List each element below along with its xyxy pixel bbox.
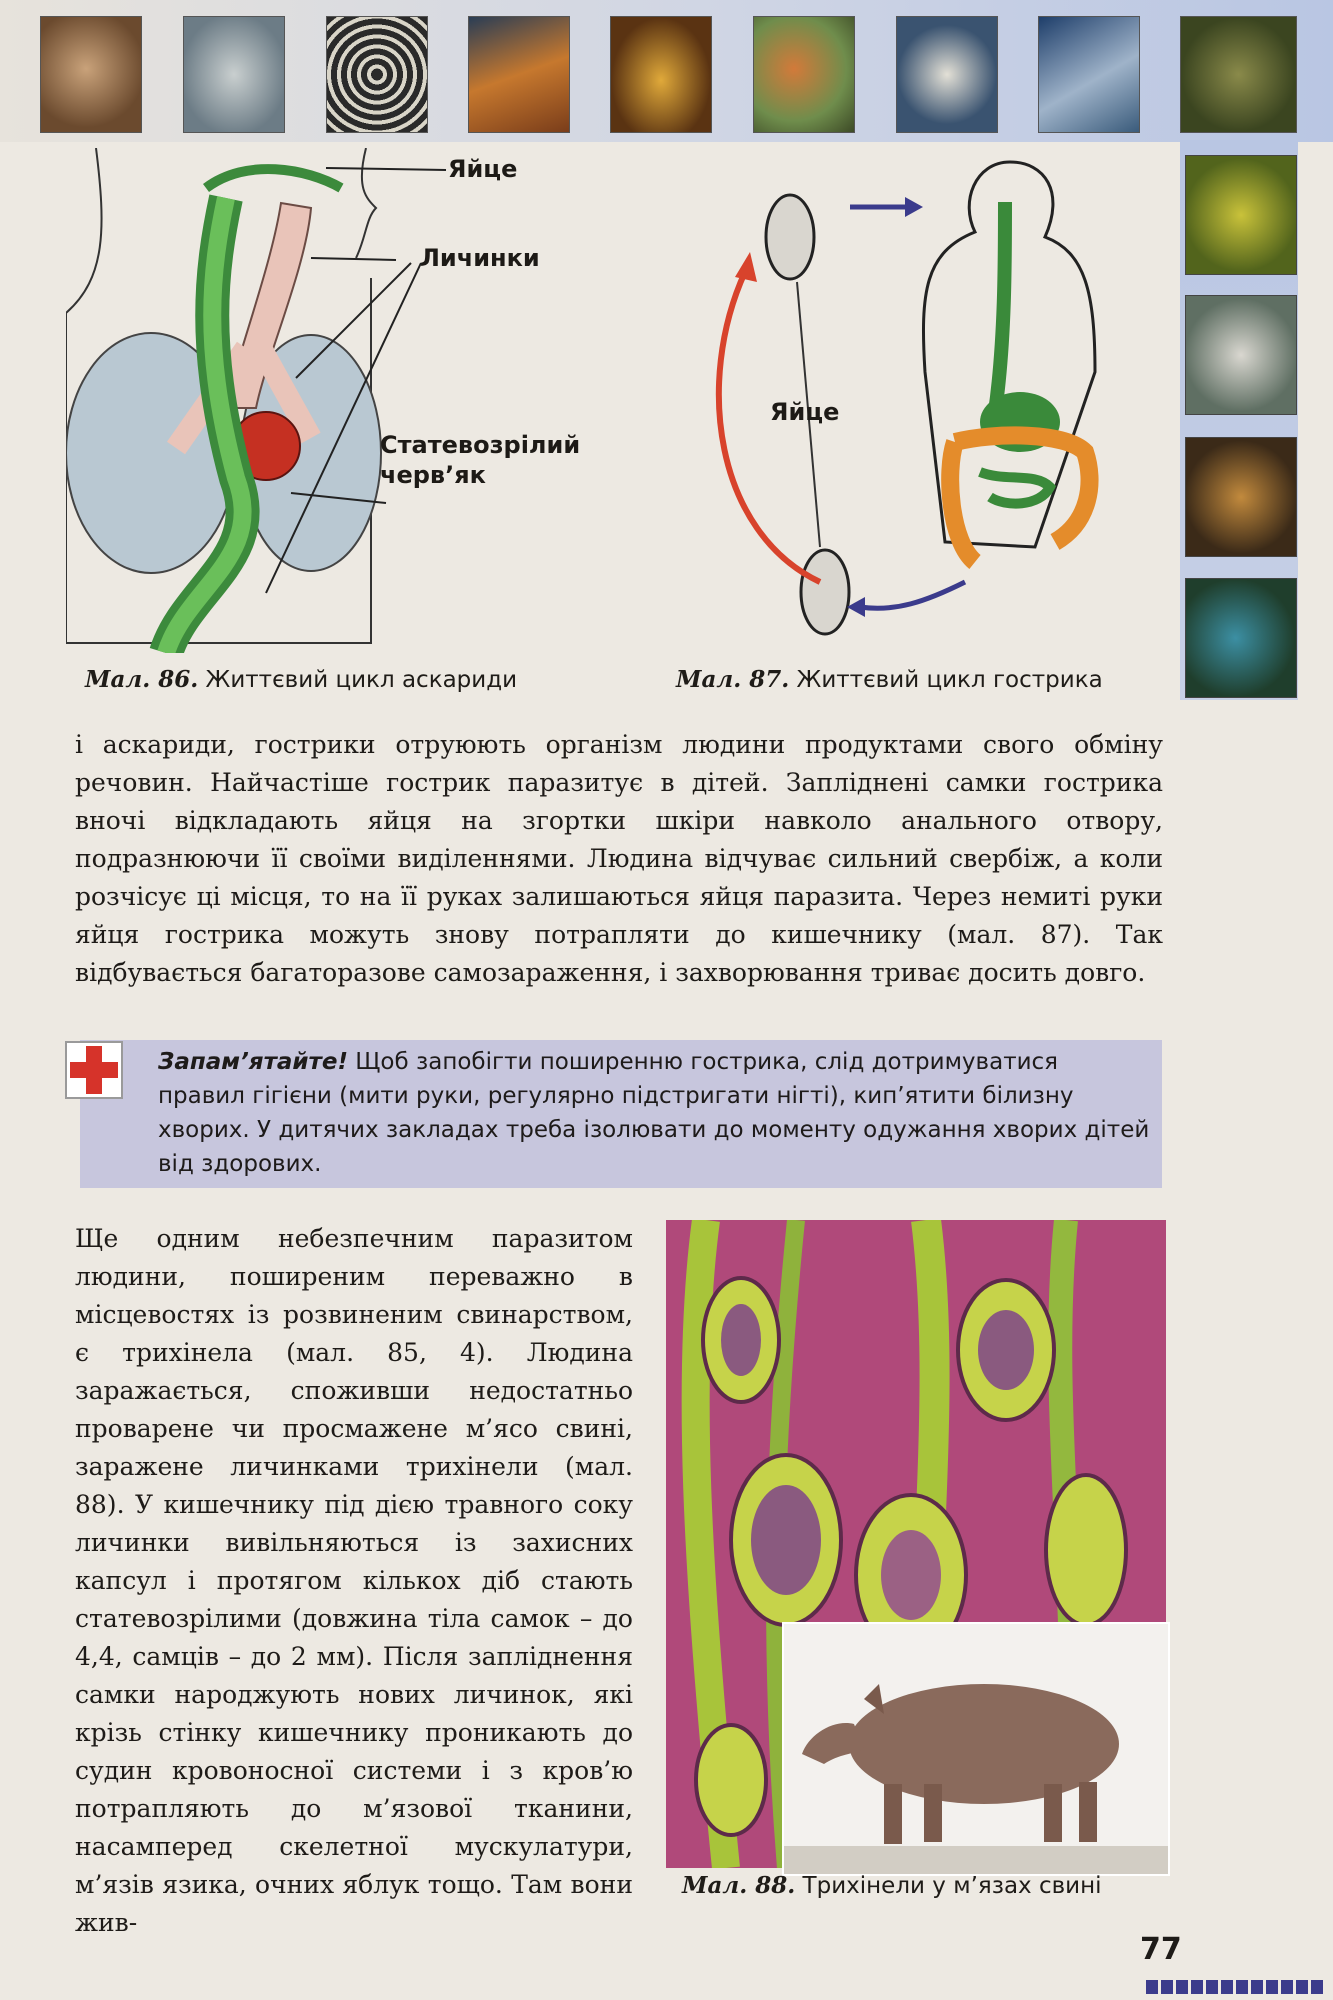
page-decoration-bar <box>1146 1980 1326 1994</box>
sponge-photo <box>468 16 570 133</box>
frog-photo <box>1185 155 1297 275</box>
fig86-caption-number: Мал. 86. <box>85 666 199 693</box>
remember-note-body: Щоб запобігти поширенню гострика, слід дотримуватися правил гігієни (мити руки, регулярно підстригати нігті), кип’ятити білизну хворих. У дитячих закладах треба ізолювати до моменту одужання хворих дітей від здорових. <box>158 1049 1150 1177</box>
toad-photo <box>1180 16 1297 133</box>
fig86-adult-worm-label: Статевозрілий черв’як <box>380 431 581 489</box>
fig87-caption-text: Життєвий цикл гострика <box>789 667 1103 693</box>
fig87-egg-label: Яйце <box>770 398 840 426</box>
butterfly-photo <box>753 16 855 133</box>
remember-note-highlight: Запам’ятайте! <box>158 1049 348 1075</box>
sea-worm-photo <box>610 16 712 133</box>
amoeba-photo <box>183 16 285 133</box>
first-aid-cross-icon <box>64 1040 124 1100</box>
pig-photo <box>782 1622 1170 1876</box>
fig88-caption-text: Трихінели у м’язах свині <box>795 1873 1102 1899</box>
remember-note-text <box>158 1045 1150 1181</box>
radiolarian-photo <box>326 16 428 133</box>
page-number: 77 <box>1140 1932 1182 1967</box>
tiger-photo <box>1185 437 1297 557</box>
fig86-caption <box>85 666 517 693</box>
seagull-photo <box>1185 295 1297 415</box>
fig87-caption <box>676 666 1103 693</box>
chipmunk-photo <box>40 16 142 133</box>
pig-illustration <box>784 1624 1168 1874</box>
ascaris-lifecycle-diagram <box>66 148 586 653</box>
paragraph-trichinella: Ще одним небезпечним паразитом людини, поширеним переважно в місцевостях із розвиненим свинарством, є трихінела (мал. 85, 4). Людина заражається, споживши недостатньо проварене чи просмажене м’ясо свині, заражене личинками трихінели (мал. 88). У кишечнику під дією травного соку личинки вивільняються із захисних капсул і протягом кількох діб стають статевозрілими (довжина тіла самок – до 4,4, самців – до 2 мм). Після запліднення самки народжують нових личинок, які крізь стінку кишечнику проникають до судин кровоносної системи і з кров’ю потрапляють до м’язової тканини, насамперед скелетної мускулатури, м’язів язика, очних яблук тощо. Там вони жив- <box>75 1224 633 1937</box>
paragraph-pinworm: і аскариди, гострики отруюють організм людини продуктами свого обміну речовин. Найчастіше гострик паразитує в дітей. Запліднені самки гострика вночі відкладають яйця на згортки шкіри навколо анального отвору, подразнюючи її своїми виділеннями. Людина відчуває сильний свербіж, а коли розчісує ці місця, то на її руках залишаються яйця паразита. Через немиті руки яйця гострика можуть знову потрапляти до кишечнику (мал. 87). Так відбувається багаторазове самозараження, і захворювання триває досить довго. <box>75 730 1163 987</box>
coral-photo <box>896 16 998 133</box>
fig86-caption-text: Життєвий цикл аскариди <box>198 667 518 693</box>
fig87-caption-number: Мал. 87. <box>676 666 790 693</box>
fish-photo <box>1038 16 1140 133</box>
pinworm-lifecycle-diagram <box>675 142 1115 642</box>
fig86-egg-label: Яйце <box>448 155 518 183</box>
fig88-caption-number: Мал. 88. <box>682 1872 796 1899</box>
fig88-caption <box>682 1872 1102 1899</box>
fish-reef-photo <box>1185 578 1297 698</box>
top-photo-strip <box>0 0 1333 142</box>
fig86-larvae-label: Личинки <box>420 244 540 272</box>
